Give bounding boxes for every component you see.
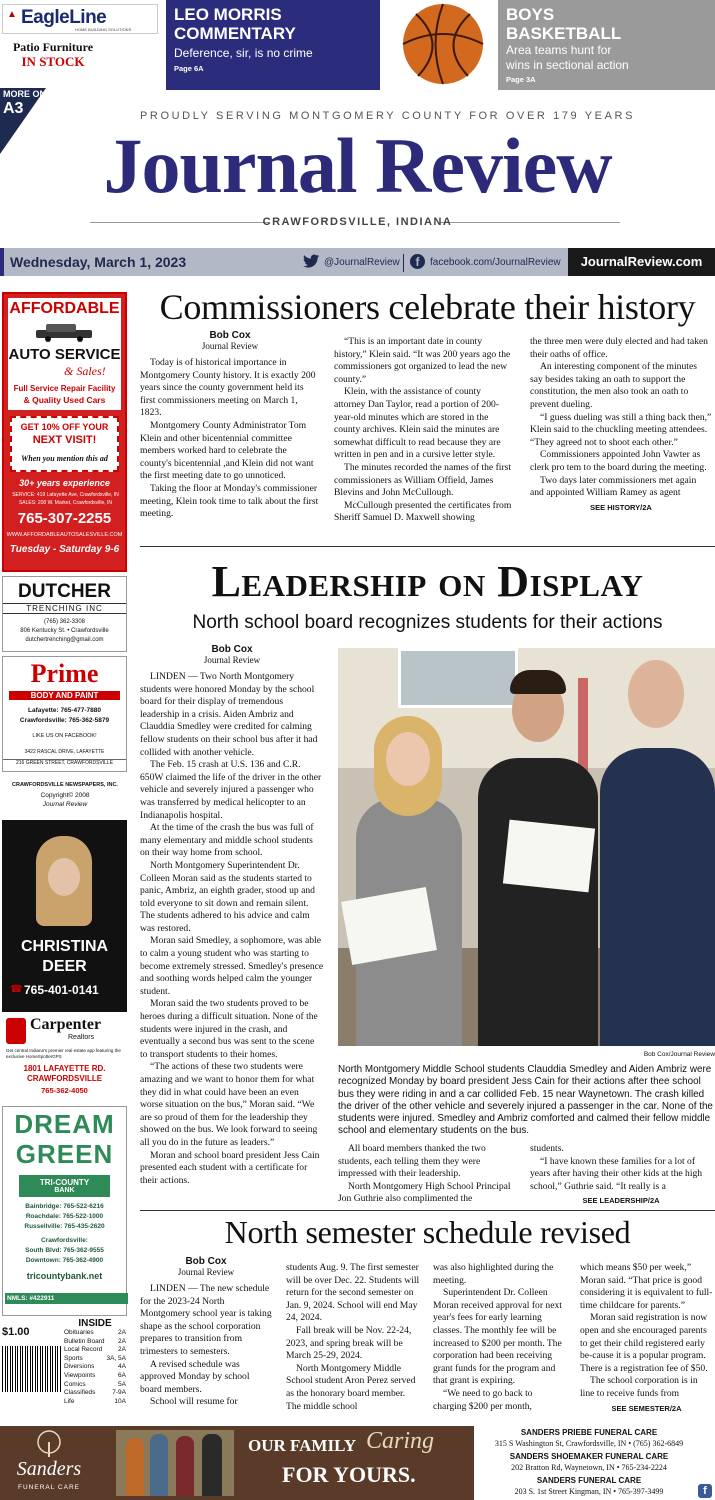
carpenter-addr2: CRAWFORDSVILLE (26, 1074, 103, 1083)
copyright-l2: Copyright© 2008 (40, 792, 90, 799)
eagleline-ad[interactable] (0, 0, 160, 88)
inside-item[interactable] (64, 1355, 126, 1364)
commissioners-col1 (140, 330, 320, 521)
affordable-svc: SERVICE: 419 Lafayette Ave, Crawfordsville, IN (12, 492, 119, 498)
funeral-addr-1: 315 S Washington St, Crawfordsville, IN • (765) 362-6849 (494, 1439, 684, 1448)
family-photo (116, 1430, 234, 1496)
dream-r6: Downtown: 765-362-4900 (25, 1257, 104, 1264)
affordable-c3: When you mention this ad (21, 454, 108, 463)
price: $1.00 (2, 1326, 30, 1338)
inside-item-page: 6A (118, 1371, 126, 1379)
inside-title: INSIDE (78, 1318, 112, 1329)
paragraph: “I guess dueling was still a thing back then,” Klein said to the chuckling meeting attendees. “They agreed not to shoot each other.” (530, 411, 712, 448)
byline-outlet: Journal Review (203, 655, 261, 665)
phone-icon: ☎ (10, 984, 23, 995)
twitter-icon[interactable] (303, 254, 320, 269)
semester-jump[interactable]: SEE SEMESTER/2A (611, 1403, 682, 1413)
prime-cra: Crawfordsville: 765-362-5879 (19, 717, 110, 724)
paragraph: Taking the floor at Monday's commissioner meeting, Klein took time to talk about the first meeting. (140, 482, 319, 520)
dream-r1: Bainbridge: 765-522-6216 (25, 1203, 104, 1210)
commissioners-headline[interactable]: Commissioners celebrate their history (159, 287, 696, 327)
sanders-brand: Sanders (16, 1458, 82, 1480)
inside-item[interactable] (64, 1363, 126, 1372)
dutcher-l1: DUTCHER (18, 581, 111, 602)
paragraph: McCullough presented the certificates from Sheriff Samuel D. Maxwell showing (334, 499, 512, 524)
basketball-image (396, 0, 491, 90)
affordable-l4: Full Service Repair Facility (13, 384, 116, 393)
sanders-footer-ad[interactable] (0, 1426, 715, 1500)
car-icon (34, 322, 94, 342)
inside-box (64, 1318, 126, 1414)
dutcher-email: dutchertrenching@gmail.com (25, 637, 104, 643)
christina-n1: CHRISTINA (20, 938, 109, 955)
inside-item[interactable] (64, 1338, 126, 1347)
affordable-l3: & Sales! (64, 364, 106, 378)
affordable-phone: 765-307-2255 (17, 510, 112, 527)
carpenter-phone: 765-362-4050 (41, 1086, 88, 1095)
dream-r4: Crawfordsville: (41, 1237, 88, 1244)
semester-col2 (286, 1262, 421, 1413)
paragraph: At the time of the crash the bus was full of many elementary and middle school students on their way home from school. (140, 822, 314, 859)
eagle-line2: IN STOCK (21, 54, 85, 69)
semester-headline[interactable]: North semester schedule revised (224, 1214, 631, 1250)
funeral-addr-2: 202 Bratton Rd, Waynetown, IN • 765-234-2224 (511, 1463, 667, 1472)
boys-sub2: wins in sectional action (506, 58, 629, 72)
leadership-subhead: North school board recognizes students for their actions (192, 612, 663, 633)
affordable-hours: Tuesday - Saturday 9-6 (9, 544, 120, 555)
masthead-title[interactable]: Journal Review (103, 122, 612, 209)
boys-title1: BOYS (506, 5, 555, 24)
leo-title2: COMMENTARY (174, 24, 296, 43)
eagle-line1: Patio Furniture (12, 40, 94, 54)
section-rule-2 (140, 1210, 715, 1211)
barcode (2, 1346, 62, 1392)
eagleline-tag: HOME BUILDING SOLUTIONS (75, 27, 132, 32)
paragraph: The school corporation is in line to receive funds from (580, 1375, 698, 1399)
inside-item-label: Classifieds (64, 1389, 96, 1397)
inside-item-page: 2A (118, 1337, 126, 1345)
leo-title1: LEO MORRIS (174, 5, 282, 24)
boys-sub1: Area teams hunt for (506, 43, 612, 57)
semester-col3 (433, 1262, 568, 1413)
affordable-web: WWW.AFFORDABLEAUTOSALESVILLE.COM (6, 532, 123, 538)
prime-fb: LIKE US ON FACEBOOK! (32, 733, 97, 739)
photo-caption: North Montgomery Middle School students Clauddia Smedley and Aiden Ambriz were recognized Monday by board president Jess Cain for their actions after thee school bus they were riding in and a car collided Feb. 15 near Waynetown. The crash killed the driver of the other vehicle and severely injured a passenger in the car. None of the students were injured. Smedley and Ambriz comforted and calmed their fellow middle school and elementary students on the bus. (338, 1064, 713, 1137)
affordable-sales: SALES: 208 W. Market, Crawfordsville, IN (18, 500, 113, 506)
inside-list (64, 1329, 126, 1406)
affordable-l5: & Quality Used Cars (23, 395, 106, 405)
dateline-divider (403, 254, 404, 272)
christina-n2: DEER (42, 958, 87, 975)
prime-body-ad[interactable] (2, 656, 127, 772)
dream-web: tricountybank.net (26, 1271, 103, 1281)
inside-item[interactable] (64, 1398, 126, 1407)
prime-a1: 3422 RASCAL DRIVE, LAFAYETTE (24, 749, 105, 755)
paragraph: Montgomery County Administrator Tom Klein and other bicentennial committee members worked hard to celebrate the county's bicentennial ,and Klein did not want the first meeting date to go unnoticed. (140, 419, 314, 482)
carpenter-brand: Carpenter (30, 1016, 102, 1033)
semester-col1 (140, 1256, 272, 1409)
inside-item-label: Bulletin Board (64, 1337, 105, 1345)
inside-item-label: Sports (64, 1354, 83, 1362)
paragraph: Today is of historical importance in Montgomery County history. It is exactly 200 years since the county government held its first commissioners meeting on March 1, 1823. (140, 357, 316, 419)
slogan-2: Caring (366, 1428, 435, 1454)
affordable-l1: AFFORDABLE (9, 300, 120, 317)
carpenter-sub: Realtors (68, 1034, 95, 1041)
paragraph: students. (530, 1143, 564, 1154)
paragraph: All board members thanked the two students, each telling them they were impressed with their leadership. (338, 1143, 486, 1180)
boys-page: Page 3A (506, 75, 536, 84)
byline-name: Bob Cox (185, 1256, 227, 1267)
paragraph: The Feb. 15 crash at U.S. 136 and C.R. 650W claimed the life of the driver in the other vehicle and severely injured a passenger who was transferred by medical helicopter to an Indianapolis hospital. (140, 759, 322, 821)
inside-item[interactable] (64, 1389, 126, 1398)
dream-l1: DREAM (14, 1109, 115, 1139)
paragraph: Fall break will be Nov. 22-24, 2023, and spring break will be March 25-29, 2024. (286, 1324, 412, 1362)
dutcher-ad[interactable] (2, 576, 127, 652)
slogan-1: OUR FAMILY (248, 1436, 357, 1455)
leo-sub: Deference, sir, is no crime (174, 46, 313, 60)
twitter-handle[interactable]: @JournalReview (324, 257, 400, 268)
paragraph: “This is an important date in county history,” Klein said. “It was 200 years ago the commissioners got organized to lead the new county.” (334, 336, 511, 385)
paragraph: “The actions of these two students were amazing and we want to honor them for what they did in what could have been an even worse situation on the bus,” Moran said. “We are so proud of them for the leadership they showed on the bus. We look forward to seeing all you do in the future as leaders.” (140, 1061, 318, 1148)
paragraph: “We need to go back to charging $200 per month, (433, 1387, 533, 1412)
boys-title2: BASKETBALL (506, 24, 622, 43)
paragraph: An interesting component of the minutes say besides taking an oath to support the constitution, the men also took an oath to prevent dueling. (530, 361, 697, 410)
facebook-icon[interactable]: f (698, 1484, 712, 1498)
dateline-accent (0, 248, 4, 276)
paragraph: LINDEN — Two North Montgomery students were honored Monday by the school board for their display of tremendous leadership in a crisis. Aiden Ambriz and Clauddia Smedley were credited for calming fellow students on their school bus after it had collided with another vehicle. (140, 671, 318, 758)
dream-bank2: BANK (54, 1187, 75, 1194)
funeral-home-3: SANDERS FUNERAL CARE (536, 1476, 642, 1485)
byline-name: Bob Cox (209, 330, 251, 341)
site-link[interactable]: JournalReview.com (580, 254, 703, 269)
byline-outlet: Journal Review (201, 341, 259, 351)
section-rule-1 (140, 546, 715, 547)
semester-col4 (580, 1262, 713, 1413)
masthead-tagline: PROUDLY SERVING MONTGOMERY COUNTY FOR OVER 179 YEARS (139, 110, 636, 122)
carpenter-addr1: 1801 LAFAYETTE RD. (23, 1064, 106, 1073)
paragraph: North Montgomery High School Principal Jon Guthrie also complimented the (338, 1180, 511, 1205)
agent-face (48, 858, 80, 896)
eagleline-brand: EagleLine (21, 7, 107, 28)
photo-credit: Bob Cox/Journal Review (643, 1051, 715, 1058)
paragraph: LINDEN — The new schedule for the 2023-24 North Montgomery school year is taking shape as the school corporation prepares to transition from trimesters to semesters. (140, 1283, 272, 1357)
paragraph: Klein, with the assistance of county attorney Dan Taylor, read a portion of 200-year-old minutes which are stored in the county archives. Klein said the minutes are somewhat difficult to read because they are written in pen and in a cursive letter style. (334, 386, 501, 461)
commissioners-jump[interactable]: SEE HISTORY/2A (590, 502, 652, 512)
dream-nmls: NMLS: #422911 (5, 1293, 128, 1304)
inside-item-page: 2A (118, 1329, 126, 1336)
leo-page: Page 6A (174, 64, 204, 73)
inside-item-page: 4A (118, 1363, 126, 1371)
more-on-label: MORE ON (3, 89, 47, 99)
funeral-home-1: SANDERS PRIEBE FUNERAL CARE (520, 1428, 658, 1437)
paragraph: School will resume for (150, 1396, 238, 1408)
inside-item-label: Viewpoints (64, 1371, 96, 1379)
inside-item-label: Comics (64, 1380, 86, 1388)
facebook-handle[interactable]: facebook.com/JournalReview (430, 257, 561, 268)
paragraph: Superintendent Dr. Colleen Moran received approval for next year's fees for early learning classes. The monthly fee will be increased to $200 per month. The corporation had been receiving grant funds for the program and that grant is expiring. (433, 1287, 562, 1387)
copyright-l3: Journal Review (42, 801, 88, 808)
paragraph: the three men were duly elected and had taken their oaths of office. (530, 336, 708, 360)
masthead-location: CRAWFORDSVILLE, INDIANA (262, 216, 453, 228)
leadership-col3 (530, 1143, 712, 1205)
prime-a2: 216 GREEN STREET, CRAWFORDSVILLE (3, 759, 126, 766)
dream-bank1: TRI-COUNTY (39, 1178, 90, 1187)
carpenter-logo-icon (6, 1018, 26, 1044)
sanders-sub: FUNERAL CARE (18, 1484, 80, 1491)
carpenter-fine: Get central Indiana's premier real estate app featuring the exclusive HomeSpotterGPS (6, 1048, 121, 1059)
funeral-home-2: SANDERS SHOEMAKER FUNERAL CARE (509, 1452, 669, 1461)
inside-item-label: Obituaries (64, 1329, 94, 1336)
inside-item-label: Local Record (64, 1346, 103, 1354)
paragraph: which means $50 per week,” Moran said. “That price is good considering it is equivalent to full-time childcare for parents.” (580, 1262, 713, 1311)
dream-r3: Russellville: 765-435-2620 (24, 1223, 105, 1230)
slogan-3: FOR YOURS. (282, 1462, 416, 1487)
leadership-col1 (140, 644, 324, 1187)
boys-basketball-promo[interactable] (498, 0, 715, 90)
inside-item[interactable] (64, 1329, 126, 1338)
paragraph: Two days later commissioners met again and appointed William Ramey as agent (530, 474, 697, 499)
affordable-c1: GET 10% OFF YOUR (20, 422, 109, 432)
inside-item-page: 2A (118, 1346, 126, 1354)
inside-item-label: Diversions (64, 1363, 95, 1371)
byline-name: Bob Cox (211, 644, 253, 655)
dream-r5: South Blvd: 765-362-9555 (25, 1247, 104, 1254)
christina-deer-ad[interactable] (2, 820, 127, 1100)
inside-item[interactable] (64, 1346, 126, 1355)
inside-item-label: Life (64, 1397, 75, 1405)
byline-outlet: Journal Review (177, 1267, 235, 1277)
dutcher-l2: TRENCHING INC (3, 603, 126, 614)
paragraph: A revised schedule was approved Monday by school board members. (140, 1358, 250, 1395)
paragraph: Moran said Smedley, a sophomore, was able to calm a young student who was starting to become extremely stressed. Smedley's presence and soothing words helped calm the younger student. (140, 935, 324, 997)
leadership-jump[interactable]: SEE LEADERSHIP/2A (582, 1196, 660, 1206)
dutcher-addr: 806 Kentucky St. • Crawfordsville (20, 628, 109, 634)
dutcher-phone: (765) 362-3308 (43, 619, 86, 625)
paragraph: students Aug. 9. The first semester will be over Dec. 22. Students will return for the second semester on Jan. 9, 2024. School will end May 24, 2024. (286, 1262, 420, 1324)
prime-laf: Lafayette: 765-477-7880 (28, 707, 101, 714)
inside-item[interactable] (64, 1372, 126, 1381)
inside-item-page: 3A, 5A (106, 1354, 126, 1362)
tricounty-bank-ad[interactable] (2, 1106, 127, 1316)
leo-morris-promo[interactable] (166, 0, 380, 90)
paragraph: Moran said registration is now open and she encouraged parents to get their child registered early be-cause it is a popular program. There is a registration fee of $50. (580, 1312, 708, 1374)
inside-item[interactable] (64, 1381, 126, 1390)
affordable-c2: NEXT VISIT! (32, 434, 97, 446)
more-on-page: A3 (3, 100, 24, 117)
commissioners-col2 (334, 336, 514, 525)
inside-item-page: 7-9A (112, 1389, 126, 1397)
inside-item-page: 10A (114, 1397, 126, 1405)
leadership-headline[interactable]: Leadership on Display (211, 557, 644, 606)
paragraph: was also highlighted during the meeting. (433, 1262, 554, 1286)
dream-l2: GREEN (15, 1139, 114, 1169)
affordable-auto-ad[interactable] (2, 292, 127, 572)
dream-r2: Roachdale: 765-522-1000 (25, 1213, 104, 1220)
tree-icon (34, 1430, 64, 1458)
inside-item-page: 5A (118, 1380, 126, 1388)
prime-l2: BODY AND PAINT (9, 691, 120, 700)
paragraph: North Montgomery Middle School student Aron Perez served as the honorary board member. The middle school (286, 1362, 416, 1412)
leadership-col2 (338, 1143, 518, 1206)
paragraph: North Montgomery Superintendent Dr. Colleen Moran said as the students started to panic, Ambriz, an eighth grader, stood up and told everyone to sit down and remain silent. The students adhered to his advice and calm was restored. (140, 859, 315, 934)
copyright-l1: CRAWFORDSVILLE NEWSPAPERS, INC. (12, 782, 118, 788)
facebook-icon[interactable]: f (410, 254, 425, 269)
paragraph: “I have known these families for a lot of years after having their other kids at the high school,” Guthrie said. “It really is a (530, 1155, 703, 1192)
funeral-addr-3: 203 S. 1st Street Kingman, IN • 765-397-3499 (514, 1487, 664, 1496)
eagle-icon: ▲ (7, 9, 17, 20)
paragraph: Commissioners appointed John Vawter as clerk pro tem to the board during the meeting. (530, 449, 707, 473)
affordable-yrs: 30+ years experience (19, 478, 110, 488)
prime-l1: Prime (30, 659, 99, 688)
affordable-l2: AUTO SERVICE (8, 346, 121, 363)
paragraph: Moran and school board president Jess Cain presented each student with a certificate for their actions. (140, 1149, 320, 1186)
christina-phone: 765-401-0141 (24, 983, 99, 997)
commissioners-col3 (530, 336, 712, 512)
paragraph: The minutes recorded the names of the first commissioners as William Offield, James Blevins and John McCullough. (334, 461, 512, 499)
paragraph: Moran said the two students proved to be heroes during a difficult situation. None of the students were injured in the crash, and eventually a second bus was sent to the scene to transport students to their homes. (140, 998, 318, 1060)
leadership-photo (338, 648, 715, 1046)
dateline-date: Wednesday, March 1, 2023 (10, 254, 187, 270)
